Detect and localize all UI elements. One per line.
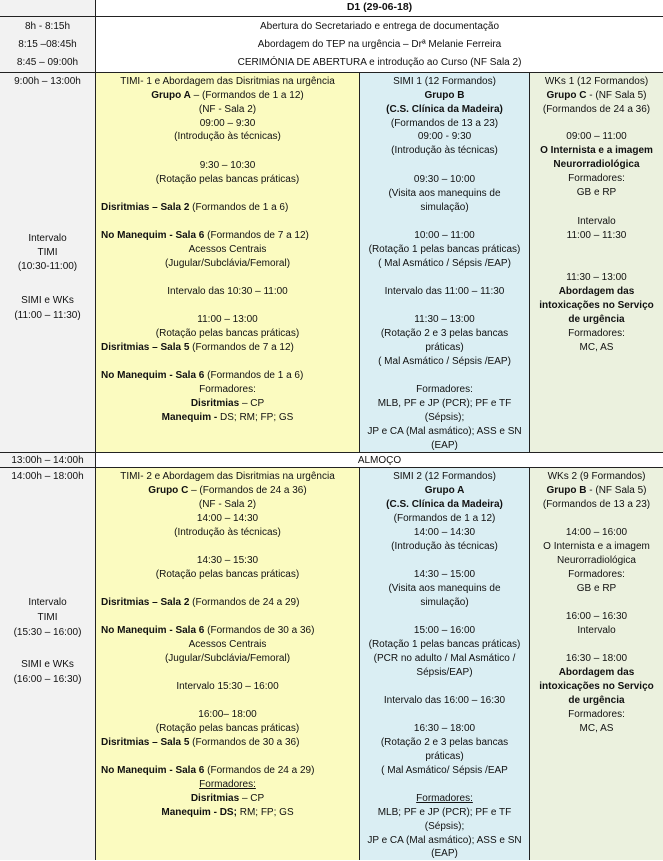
time-slot: 15:00 – 16:00 [413, 625, 476, 636]
lunch-time: 13:00h – 14:00h [11, 455, 84, 466]
time-slot: 09:00 – 9:30 [199, 118, 256, 129]
intro-text: Abertura do Secretariado e entrega de documentação [259, 21, 500, 32]
slot-desc: Acessos Centrais [188, 244, 267, 255]
grid-line [0, 72, 663, 73]
slot-desc: (Jugular/Subclávia/Femoral) [164, 258, 291, 269]
intro-time: 8:15 –08:45h [18, 39, 77, 50]
range: (Formandos de 24 a 36) [542, 104, 651, 115]
group-line: Grupo C – (Formandos de 24 a 36) [148, 485, 307, 496]
topic: de urgência [568, 695, 625, 706]
session-time: 14:00h – 18:00h [11, 471, 84, 482]
slot-desc: (Introdução às técnicas) [174, 527, 281, 538]
topic: de urgência [568, 314, 625, 325]
group-line: Grupo B - (NF Sala 5) [546, 485, 647, 496]
topic: intoxicações no Serviço [539, 681, 654, 692]
slot-desc: (Rotação 1 pelas bancas práticas) [368, 639, 521, 650]
trainers-line: JP e CA (Mal asmático); ASS e SN [367, 426, 522, 437]
topic: Abordagem das [558, 286, 635, 297]
trainers-line: (EAP) [431, 440, 458, 451]
station-line: No Manequim - Sala 6 (Formandos de 1 a 6) [101, 370, 304, 381]
place: (C.S. Clínica da Madeira) [386, 104, 503, 115]
time-slot: 16:30 – 18:00 [565, 653, 628, 664]
range: (Formandos de 13 a 23) [390, 118, 499, 129]
time-slot: 14:30 – 15:00 [413, 569, 476, 580]
topic: O Internista e a imagem [540, 145, 653, 156]
slot-desc: simulação) [420, 597, 469, 608]
page-title: D1 (29-06-18) [346, 1, 413, 13]
intro-time: 8:45 – 09:00h [16, 57, 79, 68]
topic: Abordagem das [558, 667, 635, 678]
station-line: Disritmias – Sala 2 (Formandos de 1 a 6) [101, 202, 289, 213]
time-slot: 11:30 – 13:00 [414, 314, 475, 325]
slot-desc: práticas) [425, 751, 464, 762]
trainers-label: Formadores: [568, 709, 625, 720]
trainers-label: Formadores: [199, 779, 256, 790]
room: (NF - Sala 2) [198, 104, 257, 115]
interval-note: TIMI [37, 612, 58, 623]
interval-note: (16:00 – 16:30) [13, 674, 82, 685]
trainers-label: Formadores: [568, 328, 625, 339]
session-title: SIMI 2 (12 Formandos) [393, 471, 496, 482]
time-slot: 14:00 – 14:30 [413, 527, 476, 538]
interval-note: Intervalo [28, 233, 67, 244]
station-line: No Manequim - Sala 6 (Formandos de 24 a 29) [101, 765, 315, 776]
trainers-line: (Sépsis); [424, 821, 465, 832]
time-slot: 16:00– 18:00 [198, 709, 257, 720]
trainers-label: Formadores: [568, 173, 625, 184]
time-slot: 16:30 – 18:00 [413, 723, 476, 734]
slot-desc: práticas) [425, 342, 464, 353]
session-time: 9:00h – 13:00h [14, 76, 81, 87]
station-line: Disritmias – Sala 5 (Formandos de 30 a 36) [101, 737, 300, 748]
trainers-line: JP e CA (Mal asmático); ASS e SN [367, 835, 522, 846]
trainers-line: Disritmias – CP [190, 793, 265, 804]
station-line: No Manequim - Sala 6 (Formandos de 7 a 12) [101, 230, 309, 241]
session-title: TIMI- 1 e Abordagem das Disritmias na urgência [120, 76, 335, 87]
slot-desc: (Introdução às técnicas) [391, 541, 498, 552]
trainers-line: Disritmias – CP [190, 398, 265, 409]
trainers-line: (EAP) [431, 848, 458, 859]
range: (Formandos de 13 a 23) [542, 499, 651, 510]
interval-note: (11:00 – 11:30) [14, 310, 81, 321]
slot-desc: (Rotação 2 e 3 pelas bancas [380, 737, 509, 748]
session-title: WKs 2 (9 Formandos) [547, 471, 646, 482]
intro-text: Abordagem do TEP na urgência – Drª Melanie Ferreira [257, 39, 502, 50]
slot-desc: (Visita aos manequins de [388, 583, 501, 594]
slot-desc: (Visita aos manequins de [388, 188, 501, 199]
slot-desc: Sépsis/EAP) [416, 667, 473, 678]
interval-note: (10:30-11:00) [17, 261, 78, 272]
slot-desc: ( Mal Asmático/ Sépsis /EAP [381, 765, 508, 776]
station-line: Disritmias – Sala 5 (Formandos de 7 a 12) [101, 342, 294, 353]
topic: Neurorradiológica [553, 159, 640, 170]
interval-line: Intervalo das 11:00 – 11:30 [384, 286, 505, 297]
interval-note: Intervalo [28, 597, 67, 608]
interval-line: Intervalo [577, 625, 616, 636]
trainers-label: Formadores: [568, 569, 625, 580]
trainers-line: GB e RP [576, 187, 617, 198]
trainers-label: Formadores: [416, 384, 473, 395]
intro-time: 8h - 8:15h [24, 21, 71, 32]
time-slot: 9:30 – 10:30 [199, 160, 256, 171]
time-slot: 14:00 – 16:00 [565, 527, 628, 538]
station-line: Disritmias – Sala 2 (Formandos de 24 a 29) [101, 597, 300, 608]
slot-desc: Acessos Centrais [188, 639, 267, 650]
room: (NF - Sala 2) [198, 499, 257, 510]
slot-desc: ( Mal Asmático / Sépsis /EAP) [378, 356, 511, 367]
interval-note: SIMI e WKs [21, 295, 74, 306]
slot-desc: (Rotação 1 pelas bancas práticas) [368, 244, 521, 255]
time-column-bg [0, 0, 95, 860]
trainers-label: Formadores: [199, 384, 256, 395]
group-line: Grupo A – (Formandos de 1 a 12) [151, 90, 304, 101]
grid-line [0, 16, 663, 17]
time-slot: 16:00 – 16:30 [565, 611, 628, 622]
session-title: WKs 1 (12 Formandos) [544, 76, 649, 87]
trainers-line: GB e RP [576, 583, 617, 594]
slot-desc: (Rotação pelas bancas práticas) [155, 569, 300, 580]
slot-desc: ( Mal Asmático / Sépsis /EAP) [378, 258, 511, 269]
group-line: Grupo A [424, 485, 465, 496]
slot-desc: simulação) [420, 202, 469, 213]
interval-line: Intervalo das 16:00 – 16:30 [383, 695, 506, 706]
session-title: TIMI- 2 e Abordagem das Disritmias na urgência [120, 471, 335, 482]
time-slot: 10:00 – 11:00 [414, 230, 475, 241]
interval-line: Intervalo 15:30 – 16:00 [176, 681, 279, 692]
slot-desc: (Introdução às técnicas) [391, 145, 498, 156]
grid-line [0, 452, 663, 453]
intro-text: CERIMÓNIA DE ABERTURA e introdução ao Curso (NF Sala 2) [237, 57, 522, 68]
trainers-label: Formadores: [416, 793, 473, 804]
interval-line: 11:00 – 11:30 [566, 230, 627, 241]
station-line: No Manequim - Sala 6 (Formandos de 30 a 36) [101, 625, 315, 636]
slot-desc: (Rotação pelas bancas práticas) [155, 723, 300, 734]
slot-desc: (PCR no adulto / Mal Asmático / [373, 653, 516, 664]
lunch-label: ALMOÇO [357, 455, 402, 466]
time-slot: 09:00 - 9:30 [417, 131, 472, 142]
session-title: SIMI 1 (12 Formandos) [393, 76, 496, 87]
slot-desc: (Introdução às técnicas) [174, 131, 281, 142]
topic: O Internista e a imagem [543, 541, 650, 552]
place: (C.S. Clínica da Madeira) [386, 499, 503, 510]
interval-note: TIMI [37, 247, 58, 258]
interval-line: Intervalo [577, 216, 616, 227]
time-slot: 11:00 – 13:00 [197, 314, 258, 325]
group-line: Grupo B [424, 90, 465, 101]
interval-line: Intervalo das 10:30 – 11:00 [167, 286, 288, 297]
time-slot: 14:00 – 14:30 [196, 513, 259, 524]
interval-note: SIMI e WKs [21, 659, 74, 670]
topic: intoxicações no Serviço [539, 300, 654, 311]
trainers-line: Manequim - DS; RM; FP; GS [161, 412, 294, 423]
range: (Formandos de 1 a 12) [393, 513, 496, 524]
slot-desc: (Rotação pelas bancas práticas) [155, 328, 300, 339]
slot-desc: (Jugular/Subclávia/Femoral) [164, 653, 291, 664]
time-slot: 11:30 – 13:00 [566, 272, 627, 283]
topic: Neurorradiológica [557, 555, 636, 566]
trainers-line: (Sépsis); [424, 412, 465, 423]
slot-desc: (Rotação 2 e 3 pelas bancas [380, 328, 509, 339]
slot-desc: (Rotação pelas bancas práticas) [155, 174, 300, 185]
time-slot: 09:30 – 10:00 [413, 174, 476, 185]
interval-note: (15:30 – 16:00) [13, 627, 82, 638]
time-slot: 09:00 – 11:00 [566, 131, 627, 142]
trainers-line: MC, AS [579, 342, 614, 353]
trainers-line: MLB; PF e JP (PCR); PF e TF [377, 807, 512, 818]
trainers-line: MC, AS [579, 723, 614, 734]
trainers-line: MLB, PF e JP (PCR); PF e TF [377, 398, 512, 409]
time-slot: 14:30 – 15:30 [196, 555, 259, 566]
group-line: Grupo C - (NF Sala 5) [546, 90, 647, 101]
trainers-line: Manequim - DS; RM; FP; GS [161, 807, 294, 818]
